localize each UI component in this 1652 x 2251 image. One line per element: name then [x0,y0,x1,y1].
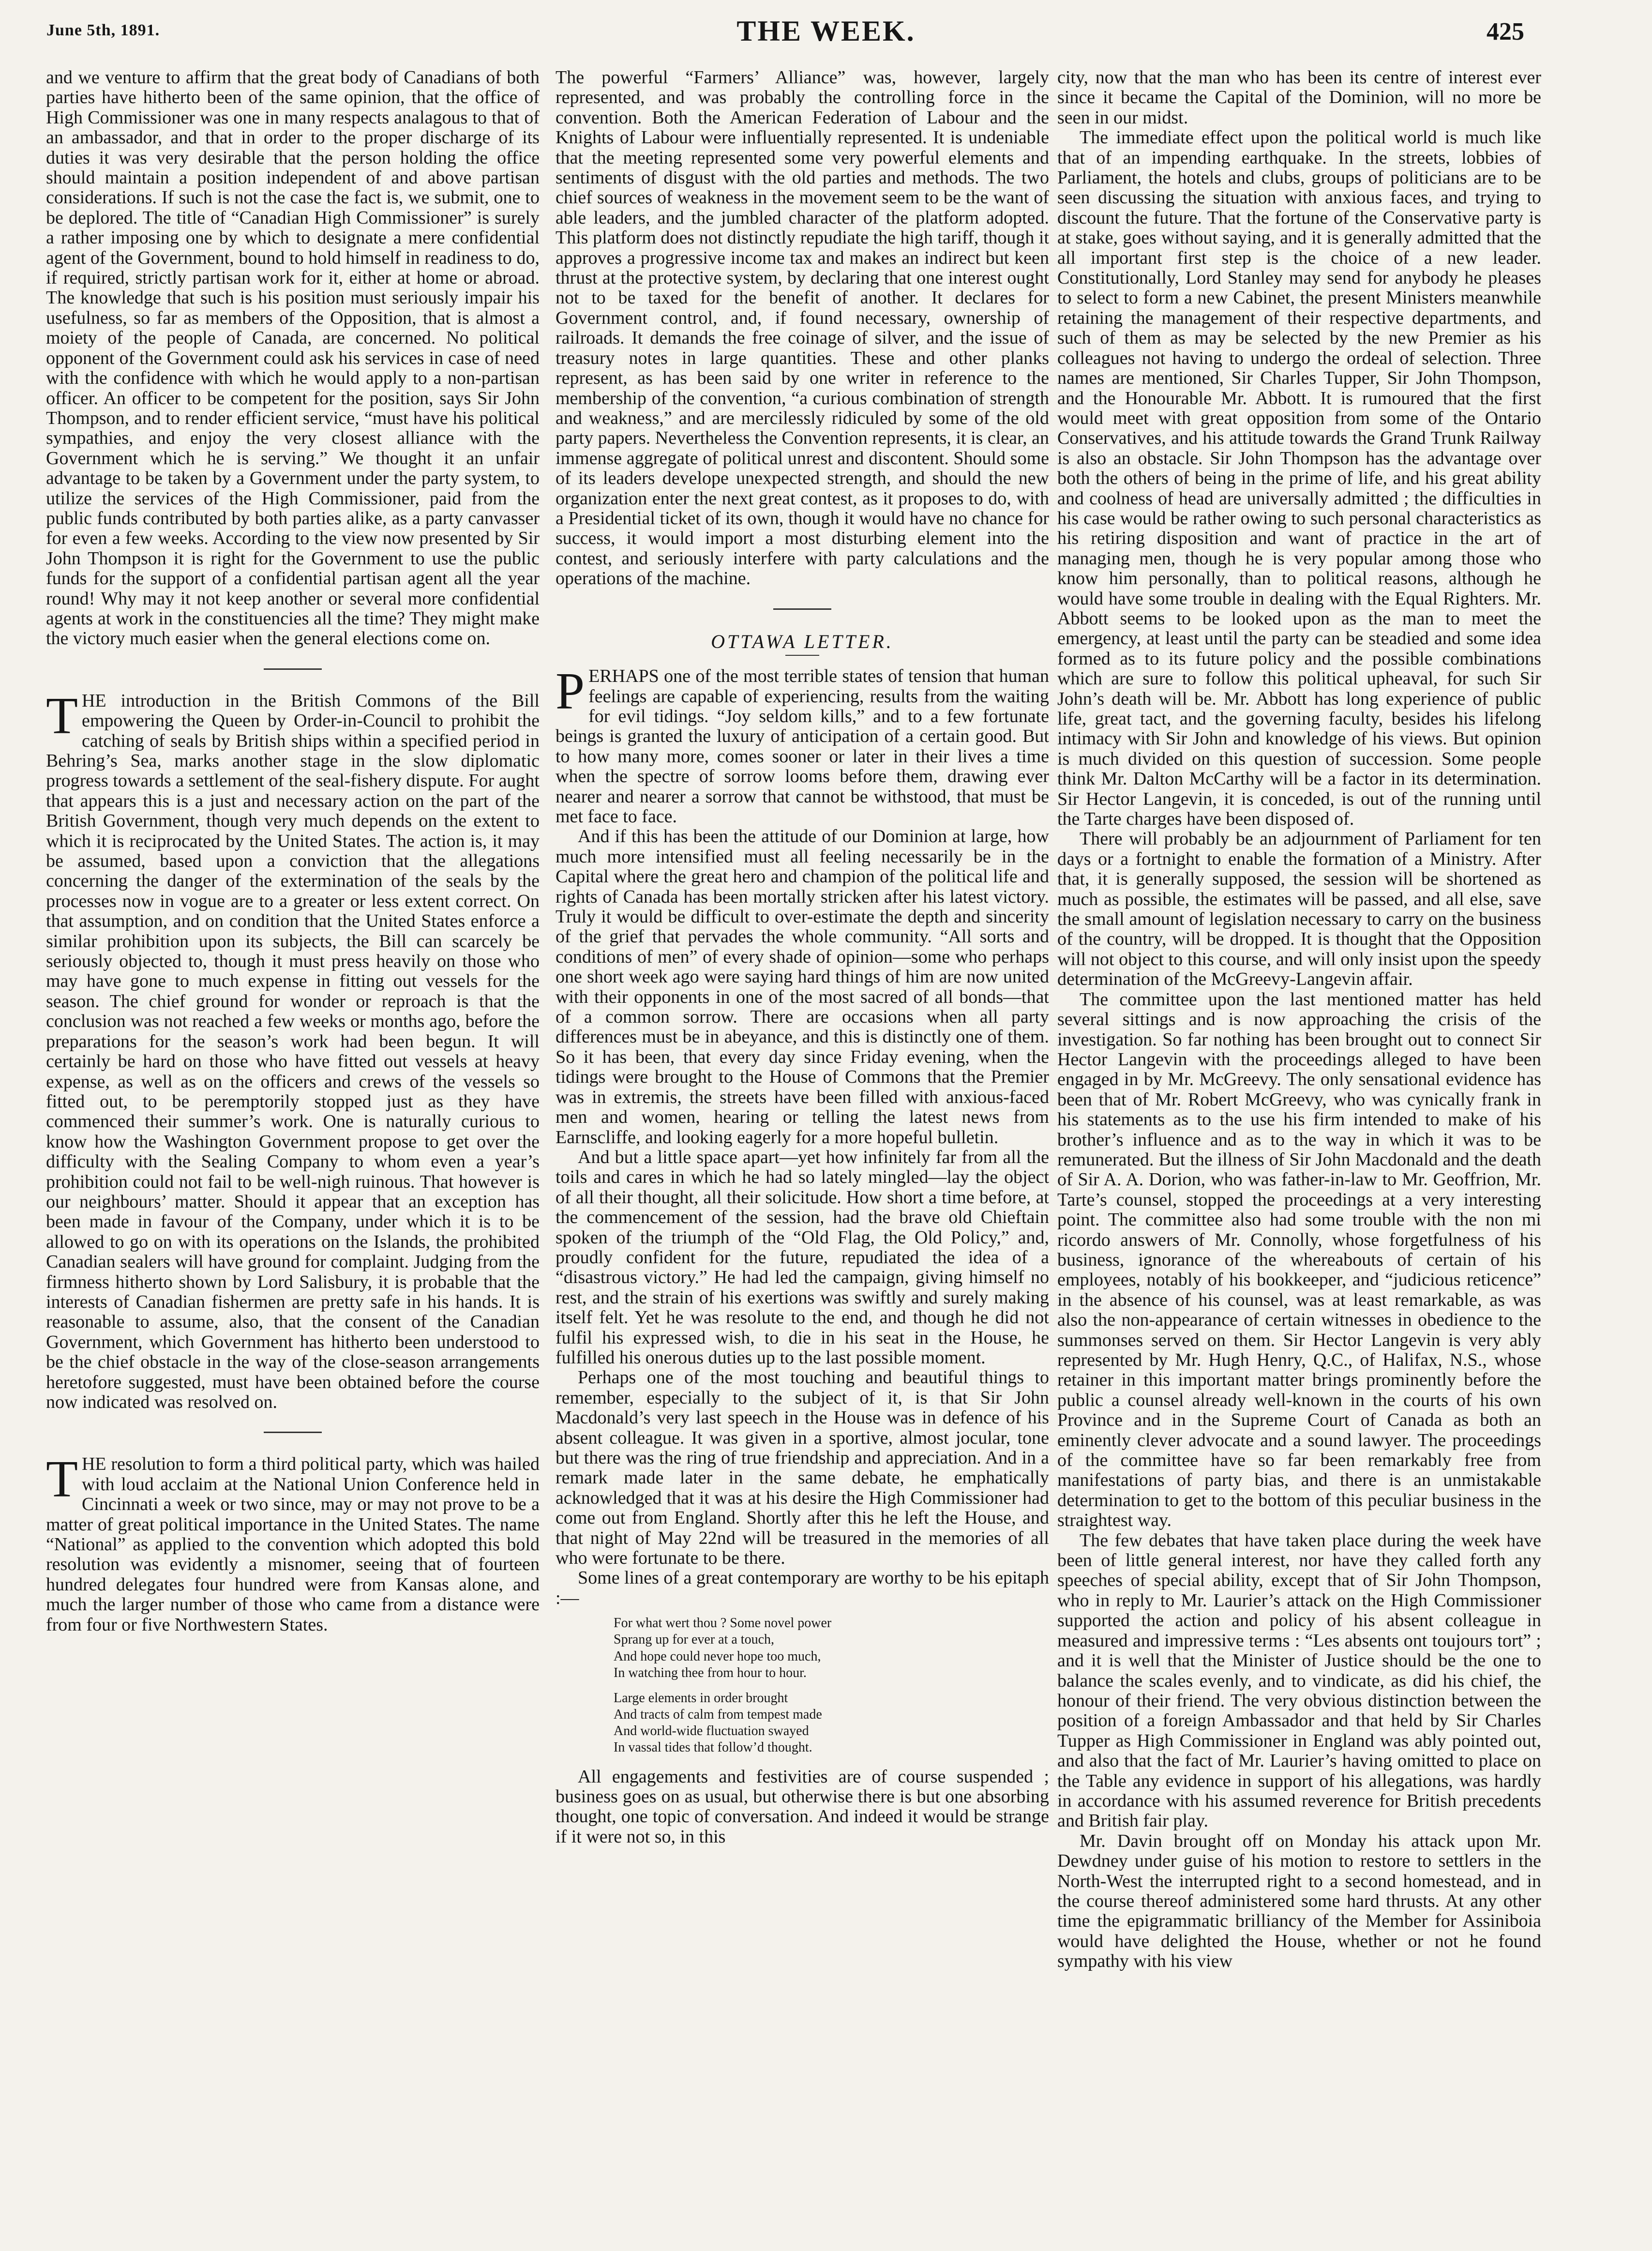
article-paragraph: The committee upon the last mentioned matter has held several sittings and is now approaching the crisis of the investigation. So far nothing has been brought out to connect Sir Hector Langevin with the proceedings alleged to have been engaged in by Mr. McGreevy. The only sensational evidence has been that of Mr. Robert McGreevy, who was cynically frank in his statements as to the use his firm intended to make of his brother’s influence and as to the way in which it was to be remunerated. But the illness of Sir John Macdonald and the death of Sir A. A. Dorion, who was father-in-law to Mr. Geoffrion, Mr. Tarte’s counsel, stopped the proceedings at a very interesting point. The committee also had some trouble with the non mi ricordo answers of Mr. Connolly, whose forgetfulness of his business, ignorance of the whereabouts of certain of his employees, notably of his bookkeeper, and “judicious reticence” in the absence of his counsel, was at least remarkable, as was also the non-appearance of certain witnesses in obedience to the summonses served on them. Sir Hector Langevin is very ably represented by Mr. Hugh Henry, Q.C., of Halifax, N.S., whose retainer in this important matter brings prominently before the public a counsel already well-known in the courts of his own Province and in the Supreme Court of Canada as both an eminently clever advocate and a sound lawyer. The proceedings of the committee have so far been remarkably free from manifestations of party bias, and there is an unmistakable determination to get to the bottom of this peculiar business in the straightest way. [1057,989,1541,1531]
drop-cap: P [556,663,585,721]
article-paragraph: and we venture to affirm that the great body of Canadians of both parties have hitherto been of the same opinion, that the office of High Commissioner was one in many respects analagous to that of an ambassador, and that in order to the proper discharge of its duties it was very desirable that the person holding the office should maintain a position independent of and above partisan considerations. If such is not the case the fact is, we submit, one to be deplored. The title of “Canadian High Commissioner” is surely a rather imposing one by which to designate a mere confidential agent of the Government, bound to hold himself in readiness to do, if required, strictly partisan work for it, either at home or abroad. The knowledge that such is his position must seriously impair his usefulness, so far as members of the Opposition, that is almost a moiety of the people of Canada, are concerned. No political opponent of the Government could ask his services in case of need with the confidence with which he would apply to a non-partisan officer. An officer to be competent for the position, says Sir John Thompson, and to render efficient service, “must have his political sympathies, and enjoy the very closest alliance with the Government which he is serving.” We thought it an unfair advantage to be taken by a Government under the party system, to utilize the services of the High Commissioner, paid from the public funds contributed by both parties alike, as a party canvasser for even a few weeks. According to the view now presented by Sir John Thompson it is right for the Government to use the public funds for the support of a confidential partisan agent all the year round! Why may it not keep another or several more confidential agents at work in the constituencies all the time? They might make the victory much easier when the general elections come on. [46,68,540,649]
article-paragraph: The powerful “Farmers’ Alliance” was, however, largely represented, and was probably the controlling force in the convention. Both the American Federation of Labour and the Knights of Labour were influentially represented. It is undeniable that the meeting represented some very powerful elements and sentiments of disgust with the old parties and methods. The two chief sources of weakness in the movement seem to be the want of able leaders, and the jumbled character of the platform adopted. This platform does not distinctly repudiate the high tariff, though it approves a progressive income tax and makes an indirect but keen thrust at the protective system, by declaring that one interest ought not to be taxed for the benefit of another. It declares for Government control, and, if found necessary, ownership of railroads. It demands the free coinage of silver, and the issue of treasury notes in large quantities. These and other planks represent, as has been said by one writer in reference to the membership of the convention, “a curious combination of strength and weakness,” and are mercilessly ridiculed by some of the old party papers. Nevertheless the Convention represents, it is clear, an immense aggregate of political unrest and discontent. Should some of its leaders develope unexpected strength, and should the new organization enter the next great contest, as it proposes to do, with a Presidential ticket of its own, though it would have no chance for success, it would import a most disturbing element into the contest, and seriously interfere with party calculations and the operations of the machine. [556,68,1049,589]
article-paragraph: And but a little space apart—yet how infinitely far from all the toils and cares in which he had so lately mingled—lay the object of all their thought, all their solicitude. How short a time before, at the commencement of the session, had the brave old Chieftain spoken of the triumph of the “Old Flag, the Old Policy,” and, proudly confident for the future, repudiated the idea of a “disastrous victory.” He had led the campaign, giving himself no rest, and the strain of his exertions was swiftly and surely making itself felt. Yet he was resolute to the end, and though he did not fulfil his expressed wish, to die in his seat in the House, he fulfilled his onerous duties up to the last possible moment. [556,1147,1049,1368]
poem-line: And tracts of calm from tempest made [614,1707,822,1722]
paragraph-text: HE introduction in the British Commons of the Bill empowering the Queen by Order-in-Council to prohibit the catching of seals by British ships within a specified period in Behring’s Sea, marks another stage in the slow diplomatic progress towards a settlement of the seal-fishery dispute. For aught that appears this is a just and necessary action on the part of the British Government, though very much depends on the extent to which it is reciprocated by the United States. The action is, it may be assumed, based upon a conviction that the allegations concerning the danger of the extermination of the seals by the processes now in vogue are to a greater or less extent correct. On that assumption, and on condition that the United States enforce a similar prohibition upon its subjects, the Bill can scarcely be seriously objected to, though it must press heavily on those who may have gone to much expense in fitting out vessels for the season. The chief ground for wonder or reproach is that the conclusion was not reached a few weeks or months ago, before the preparations for the season’s work had been begun. It will certainly be hard on those who have fitted out vessels at heavy expense, as well as on the officers and crews of the vessels so fitted out, to be peremptorily stopped just as they have commenced their summer’s work. One is naturally curious to know how the Washington Government propose to get over the difficulty with the Sealing Company to whom even a year’s prohibition could not fail to be well-nigh ruinous. That however is our neighbours’ matter. Should it appear that an exception has been made in favour of the Company, under which it is to be allowed to go on with its operations on the Islands, the prohibited Canadian sealers will have ground for complaint. Judging from the firmness hitherto shown by Lord Salisbury, it is probable that the interests of Canadian fishermen are pretty safe in his hands. It is reasonable to assume, also, that the consent of the Canadian Government, which Government has hitherto been understood to be the chief obstacle in the way of the close-season arrangements heretofore suggested, must have been obtained before the course now indicated was resolved on. [46,690,540,1412]
column-right [1057,68,1541,2231]
article-paragraph [46,1450,540,1635]
article-paragraph: city, now that the man who has been its centre of interest ever since it became the Capital of the Dominion, will no more be seen in our midst. [1057,68,1541,128]
poem-line: In watching thee from hour to hour. [614,1665,807,1680]
article-paragraph [556,663,1049,827]
poem-stanza [614,1690,1049,1756]
poem-line: And hope could never hope too much, [614,1648,821,1664]
epitaph-poem [614,1615,1049,1756]
article-paragraph: All engagements and festivities are of course suspended ; business goes on as usual, but otherwise there is but one absorbing thought, one topic of conversation. And indeed it would be strange if it were not so, in this [556,1766,1049,1847]
paragraph-text: HE resolution to form a third political party, which was hailed with loud acclaim at the National Union Conference held in Cincinnati a week or two since, may or may not prove to be a matter of great political importance in the United States. The name “National” as applied to the convention which adopted this bold resolution was evidently a misnomer, seeing that of fourteen hundred delegates four hundred were from Kansas alone, and much the larger number of those who came from a distance were from four or five Northwestern States. [46,1454,540,1635]
article-paragraph: The immediate effect upon the political world is much like that of an impending earthquake. In the streets, lobbies of Parliament, the hotels and clubs, groups of politicians are to be seen discussing the situation with anxious faces, and trying to discount the future. That the fortune of the Conservative party is at stake, goes without saying, and it is generally admitted that the all important first step is the choice of a new leader. Constitutionally, Lord Stanley may send for anybody he pleases to select to form a new Cabinet, the present Ministers meanwhile retaining the management of their respective departments, and such of them as may be selected by the new Premier as his colleagues not having to undergo the ordeal of selection. Three names are mentioned, Sir Charles Tupper, Sir John Thompson, and the Honourable Mr. Abbott. It is rumoured that the first would meet with great opposition from some of the Ontario Conservatives, and his attitude towards the Grand Trunk Railway is also an obstacle. Sir John Thompson has the advantage over both the others of being in the prime of life, and his great ability and coolness of head are universally admitted ; the difficulties in his case would be rather owing to such personal characteristics as his retiring disposition and want of practice in the art of managing men, though he is very popular among those who know him personally, than to political reasons, although he would have some trouble in dealing with the Equal Righters. Mr. Abbott seems to be looked upon as the man to meet the emergency, at least until the party can be steadied and some idea formed as to its future policy and the possible combinations which are sure to follow this political upheaval, for such Sir John’s death will be. Mr. Abbott has long experience of public life, great tact, and the governing faculty, besides his lifelong intimacy with Sir John and knowledge of his views. But opinion is much divided on this question of succession. Some people think Mr. Dalton McCarthy will be a factor in its determination. Sir Hector Langevin, it is conceded, is out of the running until the Tarte charges have been disposed of. [1057,127,1541,830]
poem-line: Sprang up for ever at a touch, [614,1632,774,1647]
section-divider [773,608,831,610]
article-paragraph: Mr. Davin brought off on Monday his attack upon Mr. Dewdney under guise of his motion to restore to settlers in the North-West the interrupted right to a second homestead, and in the course thereof administered some hard thrusts. At any other time the epigrammatic brilliancy of the Member for Assiniboia would have delighted the House, whether or not he found sympathy with his view [1057,1830,1541,1972]
drop-cap: T [46,1450,78,1509]
issue-date: June 5th, 1891. [46,21,160,39]
poem-stanza [614,1615,1049,1681]
page-number: 425 [1487,18,1524,45]
section-divider [264,668,322,670]
poem-line: Large elements in order brought [614,1690,788,1706]
article-paragraph: There will probably be an adjournment of Parliament for ten days or a fortnight to enable the formation of a Ministry. After that, it is generally supposed, the session will be shortened as much as possible, the estimates will be passed, and all else, save the small amount of legislation necessary to carry on the business of the country, will be dropped. It is thought that the Opposition will not object to this course, and will only insist upon the speedy determination of the McGreevy-Langevin affair. [1057,829,1541,990]
masthead-title: THE WEEK. [736,15,916,47]
column-left [46,68,540,2231]
column-middle [556,68,1049,2231]
drop-cap: T [46,687,78,745]
article-paragraph: And if this has been the attitude of our Dominion at large, how much more intensified must all feeling necessarily be in the Capital where the great hero and champion of the political life and rights of Canada has been mortally stricken after his latest victory. Truly it would be difficult to over-estimate the depth and sincerity of the grief that pervades the whole community. “All sorts and conditions of men” of every shade of opinion—some who perhaps one short week ago were saying hard things of him are now united with their opponents in one of the most sacred of all bonds—that of a common sorrow. There are occasions when all party differences must be in abeyance, and this is distinctly one of them. So it has been, that every day since Friday evening, when the tidings were brought to the House of Commons that the Premier was in extremis, the streets have been filled with anxious-faced men and women, hearing or telling the latest news from Earnscliffe, and looking eagerly for a more hopeful bulletin. [556,826,1049,1148]
title-rule [785,655,819,656]
paragraph-text: ERHAPS one of the most terrible states of tension that human feelings are capable of experiencing, results from the waiting for evil tidings. “Joy seldom kills,” and to a few fortunate beings is granted the luxury of anticipation of a certain good. But to how many more, comes sooner or later in their lives a time when the spectre of sorrow looms before them, drawing ever nearer and nearer a sorrow that cannot be withstood, that must be met face to face. [556,666,1049,827]
article-paragraph: The few debates that have taken place during the week have been of little general interest, nor have they called forth any speeches of special ability, except that of Sir John Thompson, who in reply to Mr. Laurier’s attack on the High Commissioner supported the action and policy of his absent colleague in measured and impressive terms : “Les absents ont toujours tort” ; and it is well that the Minister of Justice should be the one to balance the scales evenly, and to vindicate, as did his chief, the honour of their friend. The very obvious distinction between the position of a foreign Ambassador and that held by Sir Charles Tupper as High Commissioner in England was ably pointed out, and also that the fact of Mr. Laurier’s having omitted to place on the Table any evidence in support of his allegations, was hardly in accordance with his assumed reverence for British precedents and British fair play. [1057,1530,1541,1831]
poem-line: In vassal tides that follow’d thought. [614,1740,812,1755]
article-paragraph: Perhaps one of the most touching and beautiful things to remember, especially to the subject of it, is that Sir John Macdonald’s very last speech in the House was in defence of his absent colleague. It was given in a sportive, almost jocular, tone but there was the ring of true friendship and appreciation. And in a remark made later in the same debate, he emphatically acknowledged that it was at his desire the High Commissioner had come out from England. Shortly after this he left the House, and that night of May 22nd will be treasured in the memories of all who were fortunate to be there. [556,1367,1049,1569]
section-title: OTTAWA LETTER. [711,630,894,652]
article-paragraph [46,687,540,1413]
article-paragraph: Some lines of a great contemporary are worthy to be his epitaph :— [556,1568,1049,1608]
poem-line: And world-wide fluctuation swayed [614,1723,809,1739]
poem-line: For what wert thou ? Some novel power [614,1616,832,1631]
section-divider [264,1432,322,1433]
